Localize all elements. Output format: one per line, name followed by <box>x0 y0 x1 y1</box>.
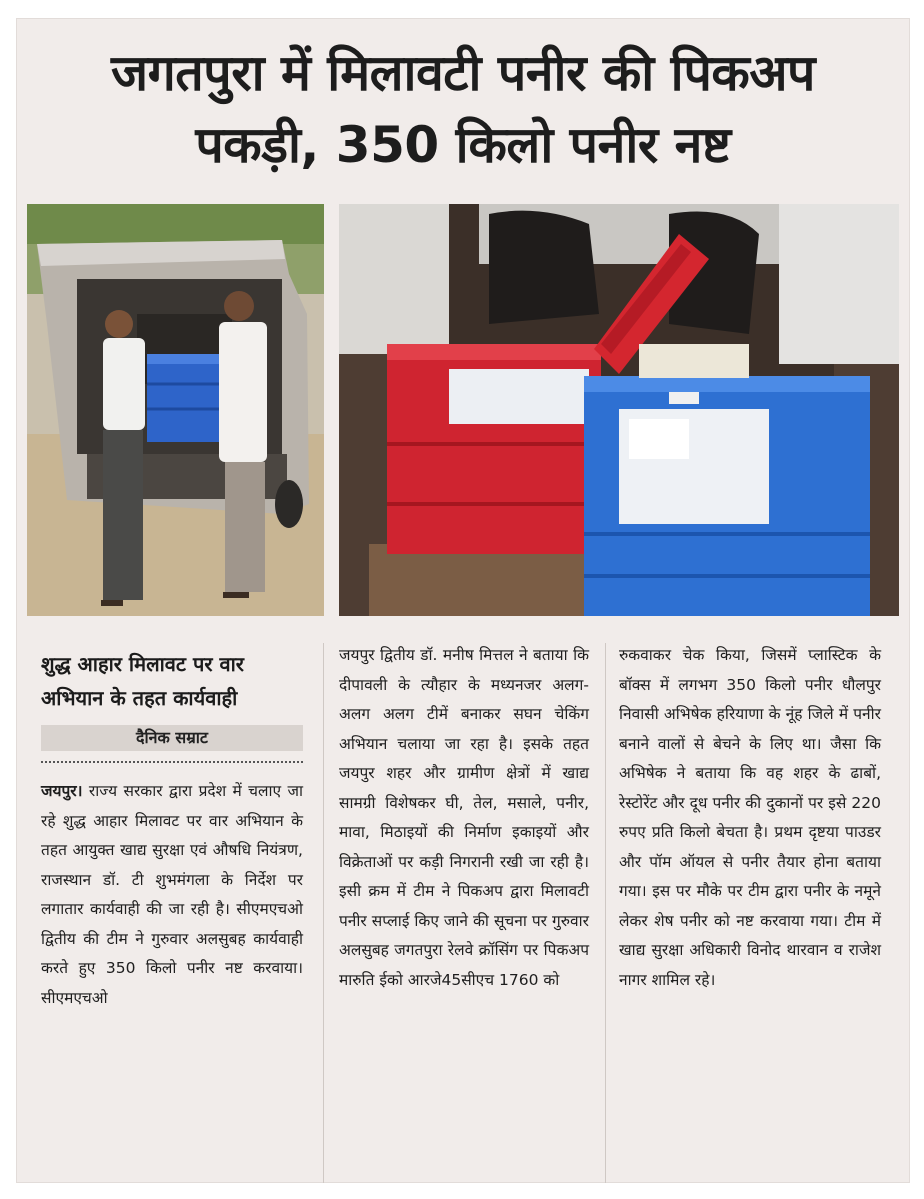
source-byline: दैनिक सम्राट <box>41 725 303 751</box>
column-1-text: राज्य सरकार द्वारा प्रदेश में चलाए जा रहे शुद्ध आहार मिलावट पर वार अभियान के तहत आयुक्त खाद्य सुरक्षा एवं औषधि नियंत्रण, राजस्थान डॉ. टी शुभमंगला के निर्देश पर लगातार कार्यवाही की जा रही है। सीएमएचओ द्वितीय की टीम ने गुरुवार अलसुबह कार्यवाही करते हुए 350 किलो पनीर नष्ट करवाया। सीएमएचओ <box>41 782 303 1007</box>
article-column-1 <box>41 643 303 1013</box>
headline-line-1: जगतपुरा में मिलावटी पनीर की पिकअप <box>111 44 815 102</box>
dateline: जयपुर। <box>41 782 83 800</box>
column-divider <box>323 643 324 1183</box>
column-1-body <box>41 777 303 1013</box>
article-column-3 <box>619 641 881 995</box>
column-3-text: रुकवाकर चेक किया, जिसमें प्लास्टिक के बॉक्स में लगभग 350 किलो पनीर धौलपुर निवासी अभिषेक हरियाणा के नूंह जिले में पनीर बनाने वालों से बेचने के लिए था। जैसा कि अभिषेक ने बताया कि वह शहर के ढाबों, रेस्टोरेंट और दूध पनीर की दुकानों पर इसे 220 रुपए प्रति किलो बेचता है। प्रथम दृष्टया पाउडर और पॉम ऑयल से पनीर तैयार होना बताया गया। इस पर मौके पर टीम द्वारा पनीर के नमूने लेकर शेष पनीर को नष्ट करवाया गया। टीम में खाद्य सुरक्षा अधिकारी विनोद थारवान व राजेश नागर शामिल रहे। <box>619 646 881 989</box>
photo-officials-inspecting-vehicle <box>27 204 324 616</box>
article-column-2 <box>339 641 589 995</box>
photo-paneer-crates-in-van <box>339 204 899 616</box>
dotted-divider <box>41 759 303 763</box>
column-2-text: जयपुर द्वितीय डॉ. मनीष मित्तल ने बताया कि दीपावली के त्यौहार के मध्यनजर अलग-अलग अलग टीमें बनाकर सघन चेकिंग अभियान चलाया जा रहा है। इसके तहत जयपुर शहर और ग्रामीण क्षेत्रों में खाद्य सामग्री विशेषकर घी, तेल, मसाले, पनीर, मावा, मिठाइयों की निर्माण इकाइयों और विक्रेताओं पर कड़ी निगरानी रखी जा रही है। इसी क्रम में टीम ने पिकअप द्वारा मिलावटी पनीर सप्लाई किए जाने की सूचना पर गुरुवार अलसुबह जगतपुरा रेलवे क्रॉसिंग पर पिकअप मारुति ईको आरजे45सीएच 1760 को <box>339 646 589 989</box>
headline-line-2: पकड़ी, 350 किलो पनीर नष्ट <box>195 116 731 174</box>
headline <box>17 37 909 181</box>
newspaper-clipping <box>16 18 910 1183</box>
column-divider <box>605 643 606 1183</box>
article-subheading: शुद्ध आहार मिलावट पर वार अभियान के तहत कार्यवाही <box>41 652 244 710</box>
